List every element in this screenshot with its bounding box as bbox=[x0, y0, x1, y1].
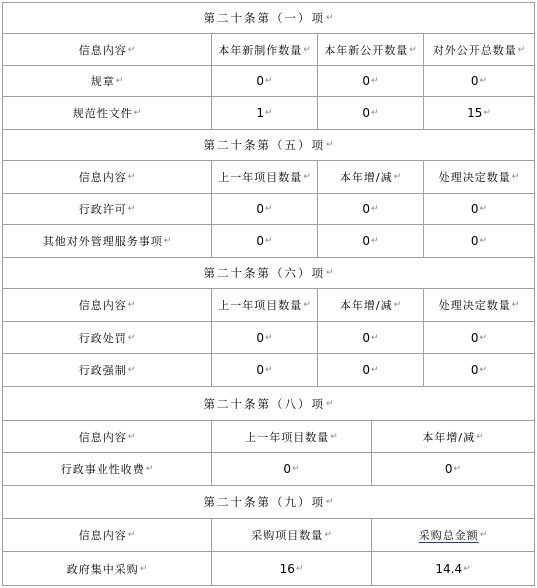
row-label: 行政事业性收费 ↵ bbox=[2, 452, 212, 486]
section-title: 第二十条第（一）项 ↵ bbox=[2, 2, 535, 34]
header-cell: 上一年项目数量 ↵ bbox=[211, 160, 318, 194]
value-cell: 0 ↵ bbox=[317, 224, 424, 258]
section-title: 第二十条第（八）项 ↵ bbox=[2, 386, 535, 421]
header-cell: 本年新公开数量 ↵ bbox=[317, 33, 424, 66]
header-cell: 本年增/减 ↵ bbox=[371, 420, 535, 453]
value-cell: 0 ↵ bbox=[317, 321, 424, 354]
value-cell: 0 ↵ bbox=[317, 96, 424, 130]
row-label: 规章 ↵ bbox=[2, 65, 212, 97]
row-label: 规范性文件 ↵ bbox=[2, 96, 212, 130]
value-cell: 0 ↵ bbox=[211, 65, 318, 97]
header-cell: 信息内容 ↵ bbox=[2, 518, 212, 552]
value-cell: 0 ↵ bbox=[423, 321, 535, 354]
value-cell: 0 ↵ bbox=[317, 353, 424, 387]
value-cell: 0 ↵ bbox=[317, 65, 424, 97]
value-cell: 0 ↵ bbox=[423, 193, 535, 225]
value-cell: 0 ↵ bbox=[423, 224, 535, 258]
header-cell: 本年增/减 ↵ bbox=[317, 160, 424, 194]
value-cell: 0 ↵ bbox=[211, 452, 372, 486]
value-cell: 0 ↵ bbox=[317, 193, 424, 225]
value-cell: 0 ↵ bbox=[371, 452, 535, 486]
value-cell: 0 ↵ bbox=[211, 321, 318, 354]
row-label: 行政处罚 ↵ bbox=[2, 321, 212, 354]
value-cell: 14.4 ↵ bbox=[371, 551, 535, 586]
header-cell: 处理决定数量 ↵ bbox=[423, 288, 535, 322]
header-cell: 采购总金额 ↵ bbox=[371, 518, 535, 552]
value-cell: 1 ↵ bbox=[211, 96, 318, 130]
disclosure-table bbox=[2, 2, 535, 586]
value-cell: 0 ↵ bbox=[211, 224, 318, 258]
value-cell: 15 ↵ bbox=[423, 96, 535, 130]
header-cell: 信息内容 ↵ bbox=[2, 160, 212, 194]
header-cell: 上一年项目数量 ↵ bbox=[211, 288, 318, 322]
header-cell: 信息内容 ↵ bbox=[2, 288, 212, 322]
header-cell: 本年增/减 ↵ bbox=[317, 288, 424, 322]
value-cell: 16 ↵ bbox=[211, 551, 372, 586]
value-cell: 0 ↵ bbox=[423, 65, 535, 97]
section-title: 第二十条第（五）项 ↵ bbox=[2, 129, 535, 161]
header-cell: 本年新制作数量 ↵ bbox=[211, 33, 318, 66]
value-cell: 0 ↵ bbox=[211, 193, 318, 225]
row-label: 行政强制 ↵ bbox=[2, 353, 212, 387]
header-cell: 上一年项目数量 ↵ bbox=[211, 420, 372, 453]
header-cell: 采购项目数量 ↵ bbox=[211, 518, 372, 552]
value-cell: 0 ↵ bbox=[423, 353, 535, 387]
section-title: 第二十条第（六）项 ↵ bbox=[2, 257, 535, 289]
header-cell: 对外公开总数量 ↵ bbox=[423, 33, 535, 66]
header-cell: 信息内容 ↵ bbox=[2, 420, 212, 453]
header-cell: 处理决定数量 ↵ bbox=[423, 160, 535, 194]
row-label: 政府集中采购 ↵ bbox=[2, 551, 212, 586]
section-title: 第二十条第（九）项 ↵ bbox=[2, 485, 535, 519]
row-label: 其他对外管理服务事项 ↵ bbox=[2, 224, 212, 258]
header-cell: 信息内容 ↵ bbox=[2, 33, 212, 66]
value-cell: 0 ↵ bbox=[211, 353, 318, 387]
row-label: 行政许可 ↵ bbox=[2, 193, 212, 225]
